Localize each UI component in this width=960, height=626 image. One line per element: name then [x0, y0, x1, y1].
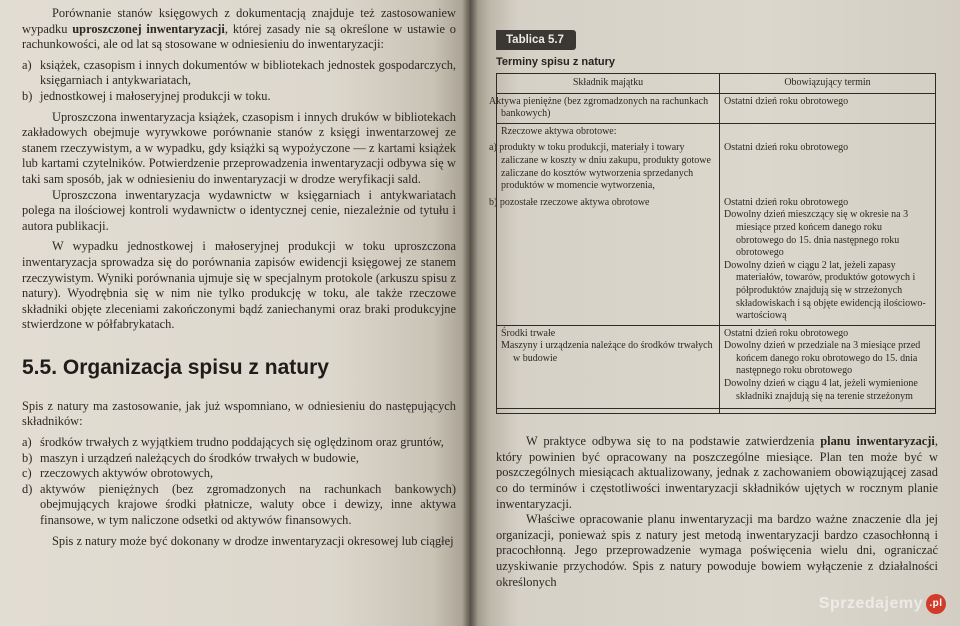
table-title: Terminy spisu z natury: [496, 56, 615, 68]
right-page: [470, 0, 960, 626]
paragraph: Uproszczona inwentaryzacja książek, czasopism i innych druków w bibliotekach zakładowych obejmuje wyrywkowe porównanie stanów z księgi inwentarzowej ze stanem rzeczywistym, a w wypadku, gdy książki są wypożyczone — z kartami książek lub kartami czytelników. Potwierdzenie przeprowadzenia inwentaryzacji odbywa się w taki sam sposób, jak w odniesieniu do inwentaryzacji w drodze weryfikacji sald.: [22, 109, 456, 186]
paragraph: Spis z natury ma zastosowanie, jak już wspomniano, w odniesieniu do następujących składników:: [22, 398, 456, 429]
table-row: Rzeczowe aktywa obrotowe:: [497, 123, 936, 140]
list-item: b) maszyn i urządzeń należących do środków trwałych w budowie,: [22, 450, 359, 465]
paragraph: W wypadku jednostkowej i małoseryjnej produkcji w toku uproszczona inwentaryzacja sprowadza się do porównania zapisów ewidencji księgowej ze stanem rzeczywistym. Wyniki porównania ujmuje się w specjalnym protokole (arkuszu spisu z natury). Wyodrębnia się w nim nie tylko produkcję w toku, ale także rzeczowe składniki objęte zleceniami zakończonymi bądź zaniechanymi oraz braki produkcyjne stwierdzone w półfabrykatach.: [22, 239, 456, 332]
list-item: a) środków trwałych z wyjątkiem trudno poddających się oględzinom oraz gruntów,: [22, 435, 444, 450]
list-item: d) aktywów pieniężnych (bez zgromadzonych na rachunkach bankowych) obejmujących krajowe środki płatnicze, waluty obce i dewizy, inne aktywa finansowe, w tym naliczone odsetki od aktywów finansowych.: [22, 481, 456, 528]
watermark: Sprzedajemy .pl: [819, 594, 946, 614]
watermark-badge: .pl: [926, 594, 946, 614]
paragraph: Właściwe opracowanie planu inwentaryzacji ma bardzo ważne znaczenie dla jej organizacji, ponieważ spis z natury jest metodą inwentaryzacji bardzo czasochłonną i pracochłonną. Jego przeprowadzenie wymaga poświęcenia wielu dni, ograniczać uzyskiwanie przychodów. Spis z natury powoduje bowiem wyłączenie z działalności określonych: [496, 512, 938, 589]
schedule-table: [489, 73, 936, 414]
list-item: b) jednostkowej i małoseryjnej produkcji w toku.: [22, 88, 271, 103]
list-item: c) rzeczowych aktywów obrotowych,: [22, 466, 214, 481]
left-page: [0, 0, 470, 626]
list-item: a) książek, czasopism i innych dokumentów w bibliotekach jednostek gospodarczych, księgarniach i antykwariatach,: [22, 57, 456, 88]
paragraph: W praktyce odbywa się to na podstawie zatwierdzenia planu inwentaryzacji, który powinien być opracowany na poszczególne miesiące. Plan ten może być w poszczególnych miesiącach aktualizowany, jednak z zachowaniem obowiązującej zasad co do terminów i częstotliwości inwentaryzacji składników ujętych w rocznym planie inwentaryzacji.: [496, 434, 938, 511]
table-row: Środki trwałe Maszyny i urządzenia należące do środków trwałych w budowie Ostatni dzień roku obrotowego Dowolny dzień w przedziale na 3 miesiące przed końcem danego roku obrotowego do 15. dnia następnego roku obrotowego Dowolny dzień w ciągu 4 lat, jeżeli wymienione składniki znajdują się na terenie strzeżonym: [497, 325, 936, 409]
table-row: Aktywa pieniężne (bez zgromadzonych na rachunkach bankowych) Ostatni dzień roku obrotowego: [497, 93, 936, 123]
paragraph: Porównanie stanów księgowych z dokumentacją znajduje też zastosowaniew wypadku uproszczonej inwentaryzacji, której zasady nie są określone w ustawie o rachunkowości, ale od lat są stosowane w odniesieniu do inwentaryzacji:: [22, 6, 456, 52]
paragraph: Uproszczona inwentaryzacja wydawnictw w księgarniach i antykwariatach polega na ilościowej kontroli wydawnictw o identycznej cenie, niezależnie od tytułu i autora publikacji.: [22, 187, 456, 233]
paragraph: Spis z natury może być dokonany w drodze inwentaryzacji okresowej lub ciągłej: [52, 533, 454, 548]
table-header: Obowiązujący termin: [720, 74, 936, 94]
table-row: b) pozostałe rzeczowe aktywa obrotowe Ostatni dzień roku obrotowego Dowolny dzień mieszczący się w okresie na 3 miesiące przed końcem danego roku obrotowego do 15. dnia następnego roku obrotowego Dowolny dzień w ciągu 2 lat, jeżeli zapasy materiałów, towarów, produktów gotowych i półproduktów znajdują się w strzeżonych składowiskach i są objęte ewidencją ilościowo-wartościową: [497, 195, 936, 325]
section-title: 5.5. Organizacja spisu z natury: [22, 355, 329, 379]
table-row: a) produkty w toku produkcji, materiały i towary zaliczane w koszty w dniu zakupu, produkty gotowe zaliczane do kosztów wytworzenia sprzedanych produktów w momencie wytworzenia, Ostatni dzień roku obrotowego: [497, 140, 936, 194]
table-badge: Tablica 5.7: [496, 30, 576, 50]
table-header: Składnik majątku: [497, 74, 720, 94]
